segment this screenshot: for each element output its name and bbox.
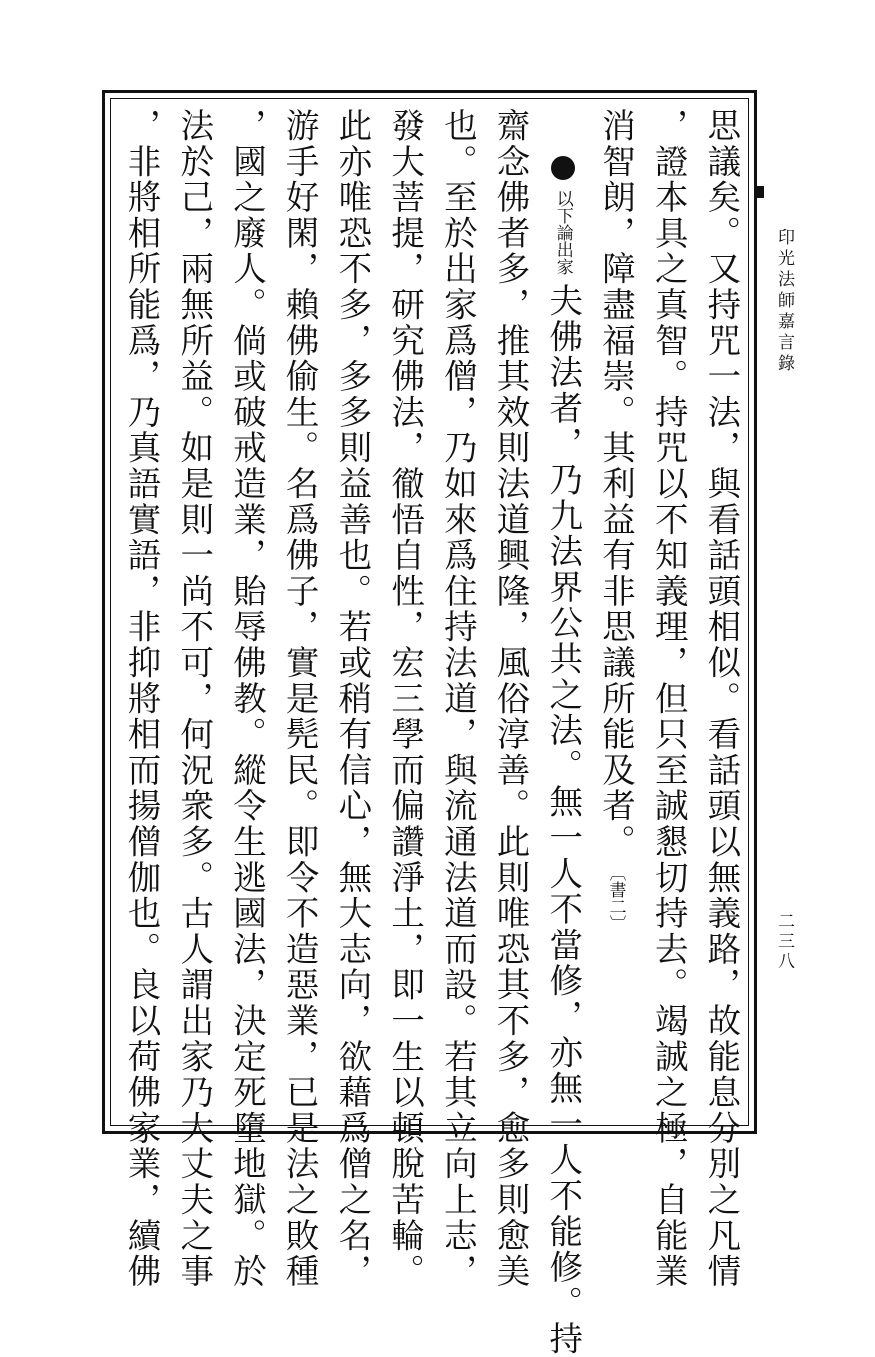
column-4-text: 夫佛法者，乃九法界公共之法。無一人不當修，亦無一人不能修。持 <box>543 283 583 1357</box>
text-column-3 <box>592 108 638 1128</box>
text-column-11: 法於己，兩無所益。如是則一尚不可，何況衆多。古人謂出家乃大丈夫之事 <box>174 108 214 1290</box>
text-column-10: ，國之廢人。倘或破戒造業，貽辱佛教。縱令生逃國法，決定死墮地獄。於 <box>227 108 267 1290</box>
text-column-6: 也。至於出家爲僧，乃如來爲住持法道，與流通法道而設。若其立向上志， <box>438 108 478 1290</box>
text-column-5: 齋念佛者多，推其效則法道興隆，風俗淳善。此則唯恐其不多，愈多則愈美 <box>491 108 531 1290</box>
section-bullet-icon <box>551 156 575 180</box>
text-column-8: 此亦唯恐不多，多多則益善也。若或稍有信心，無大志向，欲藉爲僧之名， <box>332 108 372 1290</box>
page-number: 二三八 <box>774 912 794 972</box>
text-column-1: 思議矣。又持咒一法，與看話頭相似。看話頭以無義路，故能息分別之凡情 <box>701 108 741 1290</box>
text-column-9: 游手好閑，賴佛偷生。名爲佛子，實是髡民。即令不造惡業，已是法之敗種 <box>280 108 320 1290</box>
text-column-2: ，證本具之真智。持咒以不知義理，但只至誠懇切持去。竭誠之極，自能業 <box>649 108 689 1290</box>
text-column-7: 發大菩提，研究佛法，徹悟自性，宏三學而偏讚淨土，即一生以頓脫苦輪。 <box>385 108 425 1290</box>
text-column-4 <box>540 108 586 1357</box>
source-note: 〔書二〕 <box>605 863 626 932</box>
book-title: 印光法師嘉言錄 <box>774 228 794 375</box>
text-column-12: ，非將相所能爲，乃真語實語，非抑將相而揚僧伽也。良以荷佛家業，續佛 <box>122 108 161 1290</box>
text-body <box>118 108 744 1357</box>
column-3-text: 消智朗，障盡福崇。其利益有非思議所能及者。 <box>596 108 636 860</box>
section-note: 以下論出家 <box>552 190 573 275</box>
frame-mark <box>754 186 764 198</box>
